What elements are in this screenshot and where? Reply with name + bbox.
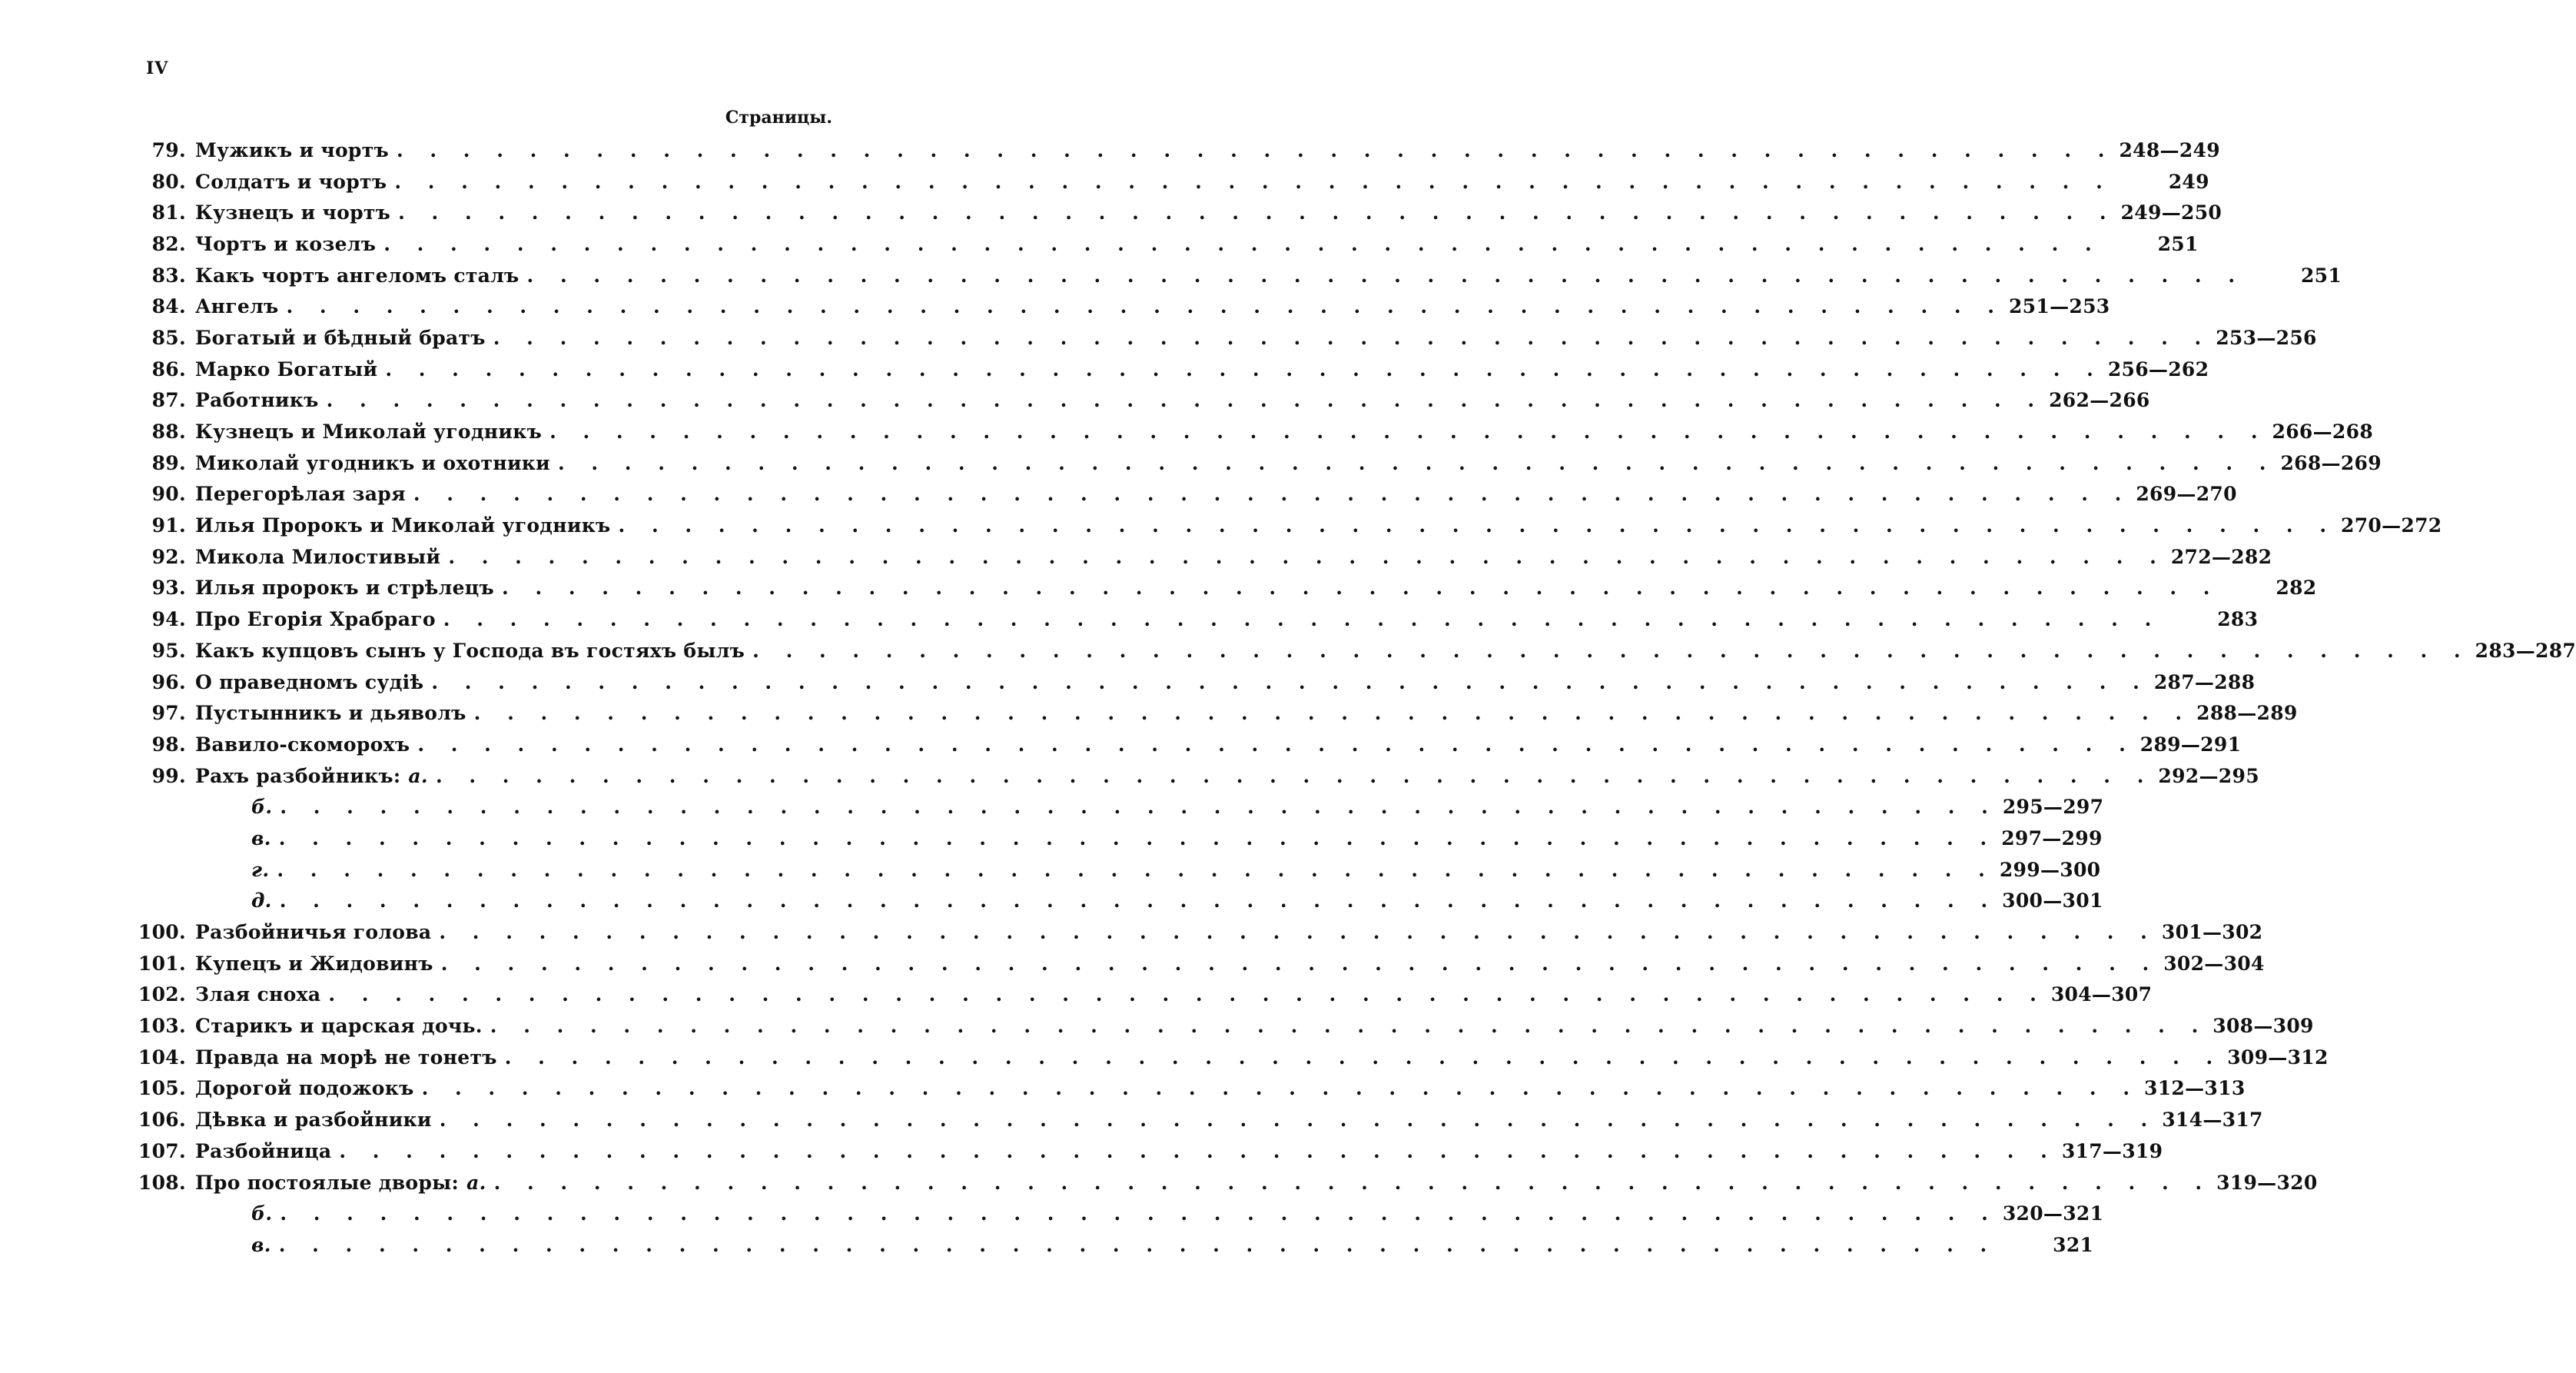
dot-leader: . . . . . . . . . . . . . . . . . . . . . . . . . . . . . . . . . . . . . . . . . . . . . . . . . . . .	[326, 389, 2045, 412]
toc-entry-title	[186, 1109, 432, 1131]
toc-entry	[131, 1104, 2263, 1135]
dot-leader: . . . . . . . . . . . . . . . . . . . . . . . . . . . . . . . . . . . . . . . . . . . . . . . . . . . .	[493, 1171, 2213, 1194]
toc-entry-number: 82.	[151, 232, 186, 255]
toc-entry-title-text: Мужикъ и чортъ	[195, 138, 389, 161]
toc-entry-pages: 268—269	[2280, 451, 2382, 474]
toc-entry-title	[186, 827, 271, 849]
dot-leader: . . . . . . . . . . . . . . . . . . . . . . . . . . . . . . . . . . . . . . . . . . . . . . . . . . . .	[490, 1015, 2209, 1038]
toc-entry-pages: 256—262	[2107, 357, 2209, 381]
toc-entry-pages: 266—268	[2272, 421, 2374, 444]
dot-leader: . . . . . . . . . . . . . . . . . . . . . . . . . . . . . . . . . . . . . . . . . . . . . . . . . . . .	[443, 608, 2162, 631]
table-of-contents	[131, 135, 2576, 1261]
toc-entry-pages: 321	[2053, 1233, 2094, 1256]
toc-entry-number: 98.	[151, 733, 186, 756]
toc-entry-title	[186, 1015, 483, 1037]
toc-entry-title	[186, 671, 423, 693]
toc-entry	[131, 416, 2374, 447]
toc-entry-title	[186, 921, 431, 943]
toc-entry-title-text: в.	[251, 1233, 271, 1256]
dot-leader: . . . . . . . . . . . . . . . . . . . . . . . . . . . . . . . . . . . . . . . . . . . . . . . . . . . .	[504, 1046, 2223, 1069]
toc-entry-title-text: Работникъ	[195, 389, 319, 412]
toc-entry-title	[186, 1077, 414, 1099]
toc-entry	[131, 667, 2256, 698]
toc-entry	[131, 385, 2150, 417]
toc-entry-title	[186, 1202, 272, 1225]
toc-entry-number: 89.	[151, 451, 186, 474]
toc-entry-title	[186, 983, 320, 1006]
toc-entry-title-text: Купецъ и Жидовинъ	[195, 952, 433, 975]
toc-entry-pages: 317—319	[2061, 1139, 2163, 1162]
toc-entry	[131, 854, 2101, 886]
toc-entry-title	[186, 796, 272, 818]
toc-entry	[131, 979, 2153, 1011]
toc-entry-title-text: в.	[251, 826, 271, 849]
toc-entry-title	[186, 201, 390, 224]
toc-entry-title-text: Разбойница	[195, 1139, 332, 1162]
toc-entry-number: 92.	[151, 545, 186, 568]
toc-entry-number: 86.	[151, 357, 186, 381]
toc-entry	[131, 573, 2317, 604]
toc-entry	[131, 1167, 2318, 1198]
toc-entry-title	[186, 889, 272, 912]
toc-entry-title	[186, 421, 542, 443]
dot-leader: . . . . . . . . . . . . . . . . . . . . . . . . . . . . . . . . . . . . . . . . . . . . . . . . . . . .	[752, 639, 2471, 662]
toc-entry-pages: 309—312	[2227, 1046, 2329, 1069]
toc-entry-number: 100.	[138, 921, 186, 944]
dot-leader: . . . . . . . . . . . . . . . . . . . . . . . . . . . . . . . . . . . . . . . . . . . . . . . . . . . .	[328, 983, 2047, 1006]
toc-entry-number: 83.	[151, 264, 186, 287]
toc-entry-title	[186, 452, 550, 474]
toc-entry	[131, 1073, 2246, 1105]
dot-leader: . . . . . . . . . . . . . . . . . . . . . . . . . . . . . . . . . . . . . . . . . . . . . . . . . . . .	[280, 796, 1998, 819]
toc-entry-number: 80.	[151, 170, 186, 193]
toc-entry	[131, 1135, 2163, 1167]
toc-entry	[131, 697, 2298, 729]
toc-entry-title-text: Какъ купцовъ сынъ у Господа въ гостяхъ былъ	[195, 639, 745, 662]
toc-entry-pages: 248—249	[2119, 138, 2220, 161]
dot-leader: . . . . . . . . . . . . . . . . . . . . . . . . . . . . . . . . . . . . . . . . . . . . . . . . . . . .	[439, 1109, 2158, 1132]
toc-entry-title-text: Дорогой подожокъ	[195, 1077, 414, 1100]
toc-entry-number: 91.	[151, 514, 186, 537]
toc-entry-title	[186, 264, 520, 287]
dot-leader: . . . . . . . . . . . . . . . . . . . . . . . . . . . . . . . . . . . . . . . . . . . . . . . . . . . .	[278, 1233, 1997, 1256]
toc-entry-pages: 297—299	[2001, 826, 2103, 849]
toc-entry-title-text: Разбойничья голова	[195, 921, 432, 944]
toc-entry-number: 104.	[138, 1046, 186, 1069]
dot-leader: . . . . . . . . . . . . . . . . . . . . . . . . . . . . . . . . . . . . . . . . . . . . . . . . . . . .	[473, 702, 2193, 725]
toc-entry-pages: 283	[2217, 608, 2259, 631]
toc-entry-pages: 251	[2300, 264, 2342, 287]
toc-entry-title-text: Старикъ и царская дочь.	[195, 1015, 483, 1038]
toc-entry-pages: 299—300	[1999, 858, 2101, 881]
toc-entry-number: 95.	[151, 639, 186, 662]
toc-entry	[131, 135, 2220, 166]
toc-entry-title-text: Илья Пророкъ и Миколай угодникъ	[195, 514, 611, 537]
toc-entry-pages: 288—289	[2196, 702, 2298, 725]
toc-entry-pages: 270—272	[2341, 514, 2442, 537]
dot-leader: . . . . . . . . . . . . . . . . . . . . . . . . . . . . . . . . . . . . . . . . . . . . . . . . . . . .	[439, 921, 2157, 944]
toc-entry-pages: 287—288	[2153, 670, 2256, 693]
toc-entry-pages: 272—282	[2170, 545, 2272, 568]
toc-entry-title-text: Перегорѣлая заря	[195, 483, 406, 506]
dot-leader: . . . . . . . . . . . . . . . . . . . . . . . . . . . . . . . . . . . . . . . . . . . . . . . . . . . .	[383, 232, 2102, 255]
dot-leader: . . . . . . . . . . . . . . . . . . . . . . . . . . . . . . . . . . . . . . . . . . . . . . . . . . . .	[448, 545, 2166, 568]
toc-entry	[131, 635, 2576, 667]
toc-entry-title	[186, 1046, 497, 1069]
toc-entry-number: 90.	[151, 483, 186, 506]
dot-leader: . . . . . . . . . . . . . . . . . . . . . . . . . . . . . . . . . . . . . . . . . . . . . . . . . . . .	[435, 764, 2154, 787]
toc-entry-title-text: Солдатъ и чортъ	[195, 170, 387, 193]
toc-entry-title-text: Илья пророкъ и стрѣлецъ	[195, 577, 495, 600]
dot-leader: . . . . . . . . . . . . . . . . . . . . . . . . . . . . . . . . . . . . . . . . . . . . . . . . . . . .	[278, 826, 1997, 849]
toc-entry-pages: 289—291	[2139, 733, 2242, 756]
toc-entry-title	[186, 733, 410, 756]
toc-entry-pages: 249—250	[2120, 201, 2222, 224]
dot-leader: . . . . . . . . . . . . . . . . . . . . . . . . . . . . . . . . . . . . . . . . . . . . . . . . . . . .	[277, 858, 1995, 881]
toc-entry-title-text: Пустынникъ и дьяволъ	[195, 702, 466, 725]
toc-entry-title	[186, 358, 377, 381]
toc-entry	[131, 886, 2103, 917]
toc-entry-pages: 292—295	[2158, 764, 2259, 787]
toc-entry	[131, 354, 2209, 385]
toc-entry-pages: 295—297	[2002, 796, 2104, 819]
toc-entry	[131, 603, 2259, 635]
toc-entry-title	[186, 765, 428, 787]
toc-entry-title-text: Какъ чортъ ангеломъ сталъ	[195, 264, 520, 287]
toc-entry	[131, 510, 2442, 541]
toc-entry-title	[186, 1140, 331, 1162]
toc-entry	[131, 729, 2242, 760]
dot-leader: . . . . . . . . . . . . . . . . . . . . . . . . . . . . . . . . . . . . . . . . . . . . . . . . . . . .	[502, 577, 2220, 600]
toc-entry-title	[186, 233, 376, 255]
toc-entry	[131, 948, 2265, 979]
toc-entry-pages: 283—287	[2475, 639, 2576, 662]
toc-entry-number: 93.	[151, 577, 186, 600]
toc-entry-number: 105.	[138, 1077, 186, 1100]
toc-entry-title-text: Кузнецъ и Миколай угодникъ	[195, 421, 543, 444]
dot-leader: . . . . . . . . . . . . . . . . . . . . . . . . . . . . . . . . . . . . . . . . . . . . . . . . . . . .	[421, 1077, 2140, 1100]
toc-entry	[131, 1198, 2104, 1229]
toc-entry-pages: 319—320	[2216, 1171, 2318, 1194]
dot-leader: . . . . . . . . . . . . . . . . . . . . . . . . . . . . . . . . . . . . . . . . . . . . . . . . . . . .	[385, 357, 2103, 381]
toc-entry-title	[186, 577, 494, 599]
toc-entry	[131, 447, 2382, 479]
toc-entry-title	[186, 546, 440, 568]
dot-leader: . . . . . . . . . . . . . . . . . . . . . . . . . . . . . . . . . . . . . . . . . . . . . . . . . . . .	[286, 295, 2004, 318]
dot-leader: . . . . . . . . . . . . . . . . . . . . . . . . . . . . . . . . . . . . . . . . . . . . . . . . . . . .	[549, 421, 2268, 444]
toc-entry-title-text: Вавило-скоморохъ	[195, 733, 410, 756]
toc-entry-title-text: б.	[251, 796, 273, 819]
toc-entry-title-text: Правда на морѣ не тонетъ	[195, 1046, 497, 1069]
toc-entry-title	[186, 295, 279, 317]
dot-leader: . . . . . . . . . . . . . . . . . . . . . . . . . . . . . . . . . . . . . . . . . . . . . . . . . . . .	[396, 138, 2115, 161]
toc-entry	[131, 1229, 2094, 1261]
toc-entry-title	[186, 139, 389, 161]
toc-entry-number: 99.	[151, 764, 186, 787]
toc-entry-pages: 314—317	[2162, 1109, 2263, 1132]
toc-entry-number: 96.	[151, 670, 186, 693]
toc-entry-pages: 251—253	[2008, 295, 2110, 318]
toc-entry-title	[186, 389, 319, 411]
toc-entry	[131, 1010, 2314, 1042]
toc-entry-title-text: Марко Богатый	[195, 357, 378, 381]
toc-entry-pages: 304—307	[2050, 983, 2153, 1006]
toc-entry-number: 101.	[138, 952, 186, 975]
page-number: IV	[146, 58, 169, 78]
toc-entry	[131, 291, 2110, 322]
toc-entry-pages: 262—266	[2049, 389, 2150, 412]
toc-entry-number: 107.	[138, 1139, 186, 1162]
dot-leader: . . . . . . . . . . . . . . . . . . . . . . . . . . . . . . . . . . . . . . . . . . . . . . . . . . . .	[526, 264, 2246, 287]
toc-entry	[131, 228, 2199, 260]
toc-entry-pages: 302—304	[2163, 952, 2265, 975]
toc-entry-title-text: г.	[251, 858, 270, 881]
toc-entry-number: 97.	[151, 702, 186, 725]
toc-entry-title	[186, 1172, 486, 1194]
dot-leader: . . . . . . . . . . . . . . . . . . . . . . . . . . . . . . . . . . . . . . . . . . . . . . . . . . . .	[493, 326, 2212, 349]
dot-leader: . . . . . . . . . . . . . . . . . . . . . . . . . . . . . . . . . . . . . . . . . . . . . . . . . . . .	[394, 170, 2113, 193]
toc-entry	[131, 197, 2222, 228]
toc-entry-pages: 282	[2276, 577, 2317, 600]
dot-leader: . . . . . . . . . . . . . . . . . . . . . . . . . . . . . . . . . . . . . . . . . . . . . . . . . . . .	[431, 670, 2149, 693]
toc-entry	[131, 541, 2272, 573]
dot-leader: . . . . . . . . . . . . . . . . . . . . . . . . . . . . . . . . . . . . . . . . . . . . . . . . . . . .	[280, 1202, 1998, 1225]
toc-entry-title-text: б.	[251, 1202, 273, 1225]
toc-entry-subpart: а.	[466, 1171, 486, 1194]
toc-entry-title	[186, 952, 433, 975]
dot-leader: . . . . . . . . . . . . . . . . . . . . . . . . . . . . . . . . . . . . . . . . . . . . . . . . . . . .	[339, 1139, 2057, 1162]
toc-entry-number: 103.	[138, 1015, 186, 1038]
toc-entry-pages: 301—302	[2161, 921, 2263, 944]
dot-leader: . . . . . . . . . . . . . . . . . . . . . . . . . . . . . . . . . . . . . . . . . . . . . . . . . . . .	[417, 733, 2136, 756]
toc-entry-title-text: Ангелъ	[195, 295, 279, 318]
toc-entry	[131, 760, 2259, 792]
toc-entry-number: 94.	[151, 608, 186, 631]
dot-leader: . . . . . . . . . . . . . . . . . . . . . . . . . . . . . . . . . . . . . . . . . . . . . . . . . . . .	[618, 514, 2337, 537]
dot-leader: . . . . . . . . . . . . . . . . . . . . . . . . . . . . . . . . . . . . . . . . . . . . . . . . . . . .	[413, 483, 2132, 506]
toc-entry-title-text: Кузнецъ и чортъ	[195, 201, 391, 224]
toc-entry	[131, 916, 2263, 948]
toc-entry-title-text: Миколай угодникъ и охотники	[195, 451, 550, 474]
toc-entry-pages: 269—270	[2136, 483, 2237, 506]
toc-entry-pages: 308—309	[2213, 1015, 2314, 1038]
toc-entry-title	[186, 514, 611, 537]
toc-entry-pages: 300—301	[2002, 889, 2103, 913]
toc-entry-number: 108.	[138, 1171, 186, 1194]
toc-entry-number: 79.	[151, 138, 186, 161]
toc-entry-title	[186, 483, 406, 505]
toc-entry-number: 102.	[138, 983, 186, 1006]
dot-leader: . . . . . . . . . . . . . . . . . . . . . . . . . . . . . . . . . . . . . . . . . . . . . . . . . . . .	[279, 889, 1998, 913]
toc-entry-title-text: Про постоялые дворы:	[195, 1171, 460, 1194]
toc-entry-title	[186, 171, 387, 193]
toc-entry	[131, 479, 2237, 510]
toc-entry-pages: 249	[2168, 170, 2209, 193]
dot-leader: . . . . . . . . . . . . . . . . . . . . . . . . . . . . . . . . . . . . . . . . . . . . . . . . . . . .	[398, 201, 2116, 224]
toc-entry-pages: 320—321	[2002, 1202, 2104, 1225]
toc-entry-pages: 251	[2157, 232, 2199, 255]
toc-entry-number: 84.	[151, 295, 186, 318]
toc-entry-title	[186, 702, 466, 724]
pages-column-header: Страницы.	[725, 108, 832, 128]
toc-entry-number: 106.	[138, 1109, 186, 1132]
toc-entry-title	[186, 859, 269, 881]
toc-entry-title-text: Злая сноха	[195, 983, 321, 1006]
toc-entry-title	[186, 1234, 271, 1256]
toc-entry-title-text: Рахъ разбойникъ:	[195, 764, 401, 787]
dot-leader: . . . . . . . . . . . . . . . . . . . . . . . . . . . . . . . . . . . . . . . . . . . . . . . . . . . .	[557, 451, 2276, 474]
toc-entry-pages: 312—313	[2144, 1077, 2246, 1100]
toc-entry-title-text: О праведномъ судіѣ	[195, 670, 424, 693]
toc-entry-title-text: Дѣвка и разбойники	[195, 1109, 432, 1132]
toc-entry-number: 88.	[151, 421, 186, 444]
toc-entry	[131, 260, 2342, 291]
toc-entry-title-text: д.	[251, 889, 272, 913]
toc-entry-title-text: Про Егорія Храбраго	[195, 608, 436, 631]
toc-entry	[131, 1042, 2329, 1073]
toc-entry-number: 85.	[151, 326, 186, 349]
toc-entry-title-text: Богатый и бѣдный братъ	[195, 326, 486, 349]
toc-entry-title	[186, 608, 436, 630]
toc-entry-title-text: Чортъ и козелъ	[195, 232, 377, 255]
dot-leader: . . . . . . . . . . . . . . . . . . . . . . . . . . . . . . . . . . . . . . . . . . . . . . . . . . . .	[440, 952, 2159, 975]
toc-entry	[131, 823, 2103, 854]
toc-entry-subpart: а.	[408, 764, 428, 787]
toc-entry-number: 87.	[151, 389, 186, 412]
toc-entry	[131, 791, 2104, 823]
toc-entry-title	[186, 327, 486, 349]
toc-entry-pages: 253—256	[2216, 326, 2317, 349]
toc-entry	[131, 166, 2209, 198]
toc-entry-title	[186, 640, 745, 662]
toc-entry	[131, 322, 2317, 354]
toc-entry-number: 81.	[151, 201, 186, 224]
toc-entry-title-text: Микола Милостивый	[195, 545, 441, 568]
